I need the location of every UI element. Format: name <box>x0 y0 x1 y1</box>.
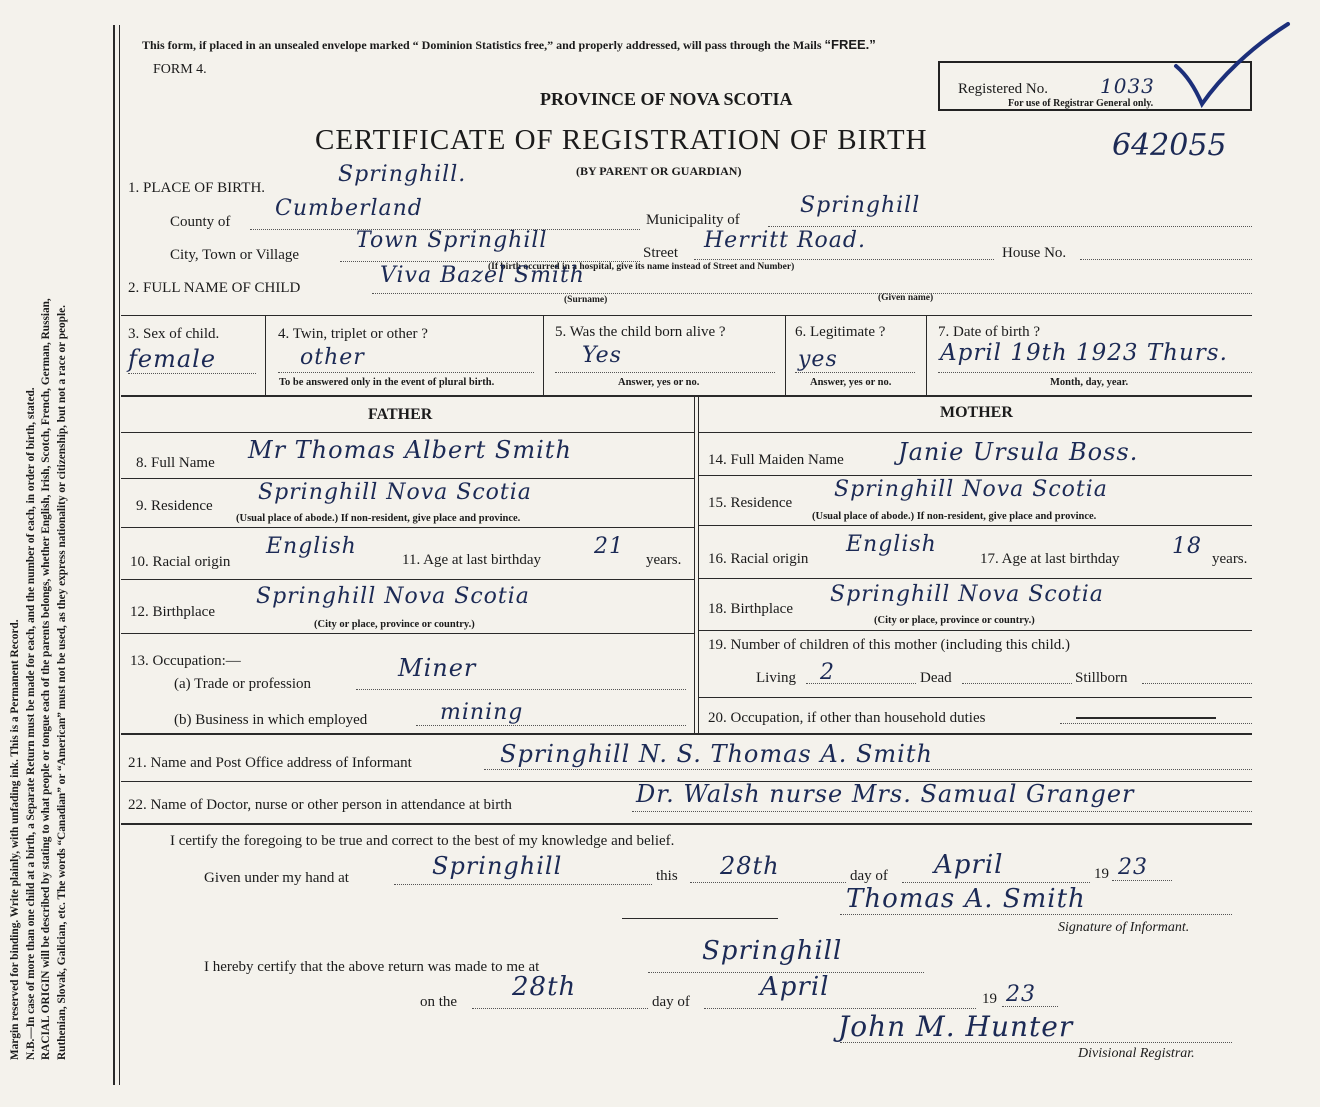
place-of-birth-label: 1. PLACE OF BIRTH. <box>128 180 266 196</box>
sex-value: female <box>128 345 217 373</box>
mother-residence-label: 15. Residence <box>708 495 793 511</box>
registrar-day-of-label: day of <box>652 994 690 1010</box>
certificate-subtitle: (BY PARENT OR GUARDIAN) <box>576 164 742 178</box>
legitimate-label: 6. Legitimate ? <box>795 324 886 340</box>
father-residence-note: (Usual place of abode.) If non-resident, give place and province. <box>236 513 521 524</box>
father-age-label: 11. Age at last birthday <box>402 552 541 568</box>
this-day: 28th <box>720 852 780 880</box>
sex-label: 3. Sex of child. <box>128 326 220 342</box>
informant-label: 21. Name and Post Office address of Informant <box>128 755 412 771</box>
legitimate-note: Answer, yes or no. <box>810 377 892 388</box>
father-birthplace-label: 12. Birthplace <box>130 604 215 620</box>
informant-signature-caption: Signature of Informant. <box>1058 920 1190 935</box>
mother-occupation-label: 20. Occupation, if other than household duties <box>708 710 986 726</box>
margin-line: Ruthenian, Slovak, Galician, etc. The words “Canadian” or “American” must not be used, as they express nationality or citizenship, but not a race or people. <box>55 305 68 1060</box>
dead-label: Dead <box>920 670 952 686</box>
doctor-value: Dr. Walsh nurse Mrs. Samual Granger <box>636 780 1135 808</box>
father-residence-label: 9. Residence <box>136 498 213 514</box>
house-label: House No. <box>1002 245 1067 261</box>
dob-value: April 19th 1923 Thurs. <box>940 340 1228 366</box>
mother-race-label: 16. Racial origin <box>708 551 809 567</box>
alive-label: 5. Was the child born alive ? <box>555 324 726 340</box>
dob-note: Month, day, year. <box>1050 377 1129 388</box>
trade-value: Miner <box>398 654 477 682</box>
registrar-signature: John M. Hunter <box>838 1010 1074 1043</box>
father-occupation-label: 13. Occupation:— <box>130 653 241 669</box>
street-value: Herritt Road. <box>704 228 866 253</box>
margin-line: Margin reserved for binding. Write plainly, with unfading ink. This is a Permanent Record. <box>9 619 21 1060</box>
given-place: Springhill <box>432 852 563 880</box>
certify-statement: I certify the foregoing to be true and correct to the best of my knowledge and belief. <box>170 833 675 849</box>
seal-line <box>622 918 778 919</box>
trade-label: (a) Trade or profession <box>174 676 312 692</box>
day-of-label: day of <box>850 868 888 884</box>
mother-birthplace-value: Springhill Nova Scotia <box>830 582 1104 607</box>
surname-note: (Surname) <box>564 295 608 305</box>
father-birthplace-value: Springhill Nova Scotia <box>256 584 530 609</box>
alive-value: Yes <box>582 343 622 368</box>
handwritten-number <box>1112 128 1227 163</box>
registrar-place: Springhill <box>702 936 843 966</box>
registrar-year-prefix: 19 <box>982 991 997 1007</box>
dob-label: 7. Date of birth ? <box>938 324 1041 340</box>
mother-heading: MOTHER <box>940 404 1013 421</box>
margin-instructions <box>8 10 118 1060</box>
doctor-label: 22. Name of Doctor, nurse or other person in attendance at birth <box>128 797 512 813</box>
municipality-value: Springhill <box>800 193 921 218</box>
mail-free-text: “FREE.” <box>824 37 876 52</box>
father-heading: FATHER <box>368 406 433 423</box>
given-year-suffix: 23 <box>1118 855 1148 880</box>
checkmark-icon <box>1170 18 1295 110</box>
business-label: (b) Business in which employed <box>174 712 368 728</box>
binding-rule <box>113 25 115 1085</box>
living-value: 2 <box>820 660 835 685</box>
mother-age-label: 17. Age at last birthday <box>980 551 1120 567</box>
registrar-day: 28th <box>512 972 577 1002</box>
alive-note: Answer, yes or no. <box>618 377 700 388</box>
legitimate-value: yes <box>798 347 838 372</box>
mother-birthplace-note: (City or place, province or country.) <box>874 615 1035 626</box>
given-label: Given under my hand at <box>204 870 349 886</box>
margin-line: N.B.—In case of more than one child at a birth, a Separate Return must be made for each, and the number of each, in order of birth, stated. <box>24 387 37 1060</box>
mother-age-unit: years. <box>1212 551 1248 567</box>
registrar-signature-caption: Divisional Registrar. <box>1078 1046 1195 1061</box>
mother-residence-note: (Usual place of abode.) If non-resident, give place and province. <box>812 511 1097 522</box>
father-age-value: 21 <box>594 534 624 559</box>
father-residence-value: Springhill Nova Scotia <box>258 480 532 505</box>
registrar-year-suffix: 23 <box>1006 982 1036 1007</box>
form-number: FORM 4. <box>153 62 207 77</box>
twin-label: 4. Twin, triplet or other ? <box>278 326 428 342</box>
children-count-label: 19. Number of children of this mother (including this child.) <box>708 637 1071 653</box>
municipality-label: Municipality of <box>646 212 740 228</box>
father-age-unit: years. <box>646 552 682 568</box>
county-label: County of <box>170 214 231 230</box>
mother-name-label: 14. Full Maiden Name <box>708 452 844 468</box>
given-year-prefix: 19 <box>1094 866 1109 882</box>
mother-race-value: English <box>846 532 937 557</box>
mother-birthplace-label: 18. Birthplace <box>708 601 793 617</box>
on-the-label: on the <box>420 994 458 1010</box>
hospital-note: (If birth occurred in a hospital, give its name instead of Street and Number) <box>488 262 795 272</box>
father-name-value: Mr Thomas Albert Smith <box>248 436 572 464</box>
binding-rule <box>119 25 120 1085</box>
father-name-label: 8. Full Name <box>136 455 215 471</box>
twin-value: other <box>300 345 365 370</box>
place-of-birth-value: Springhill. <box>338 162 467 187</box>
stillborn-label: Stillborn <box>1075 670 1128 686</box>
margin-line: RACIAL ORIGIN will be described by stating to what people or tongue each of the parents belongs, whether English, Irish, Scotch, French, German, Russian, <box>40 298 52 1060</box>
given-month: April <box>934 850 1004 880</box>
registrar-note: For use of Registrar General only. <box>1008 98 1154 109</box>
occupation-dash <box>1076 717 1216 719</box>
county-value: Cumberland <box>275 196 423 221</box>
father-race-label: 10. Racial origin <box>130 554 231 570</box>
father-birthplace-note: (City or place, province or country.) <box>314 619 475 630</box>
registered-value: 1033 <box>1100 74 1155 98</box>
registered-label: Registered No. <box>958 81 1048 97</box>
registrar-month: April <box>760 972 830 1002</box>
this-label: this <box>656 868 678 884</box>
informant-value: Springhill N. S. Thomas A. Smith <box>500 740 933 768</box>
informant-signature: Thomas A. Smith <box>846 884 1086 914</box>
certificate-title: CERTIFICATE OF REGISTRATION OF BIRTH <box>315 124 928 156</box>
city-label: City, Town or Village <box>170 247 300 263</box>
street-label: Street <box>643 245 678 261</box>
province-heading: PROVINCE OF NOVA SCOTIA <box>540 89 793 109</box>
registrar-statement: I hereby certify that the above return was made to me at <box>204 959 540 975</box>
child-name-value: Viva Bazel Smith <box>380 263 585 288</box>
twin-note: To be answered only in the event of plural birth. <box>279 377 495 388</box>
mail-notice-text: This form, if placed in an unsealed envelope marked “ Dominion Statistics free,” and properly addressed, will pass through the Mails <box>142 38 822 52</box>
mother-name-value: Janie Ursula Boss. <box>898 438 1139 466</box>
mother-age-value: 18 <box>1172 534 1202 559</box>
child-name-label: 2. FULL NAME OF CHILD <box>128 280 301 296</box>
registered-number <box>1100 74 1155 98</box>
living-label: Living <box>756 670 796 686</box>
city-value: Town Springhill <box>356 228 548 253</box>
given-name-note: (Given name) <box>878 293 934 303</box>
handwritten-number-text: 642055 <box>1112 128 1227 163</box>
business-value: mining <box>440 700 524 725</box>
mail-notice <box>142 37 876 53</box>
father-race-value: English <box>266 534 357 559</box>
mother-residence-value: Springhill Nova Scotia <box>834 477 1108 502</box>
